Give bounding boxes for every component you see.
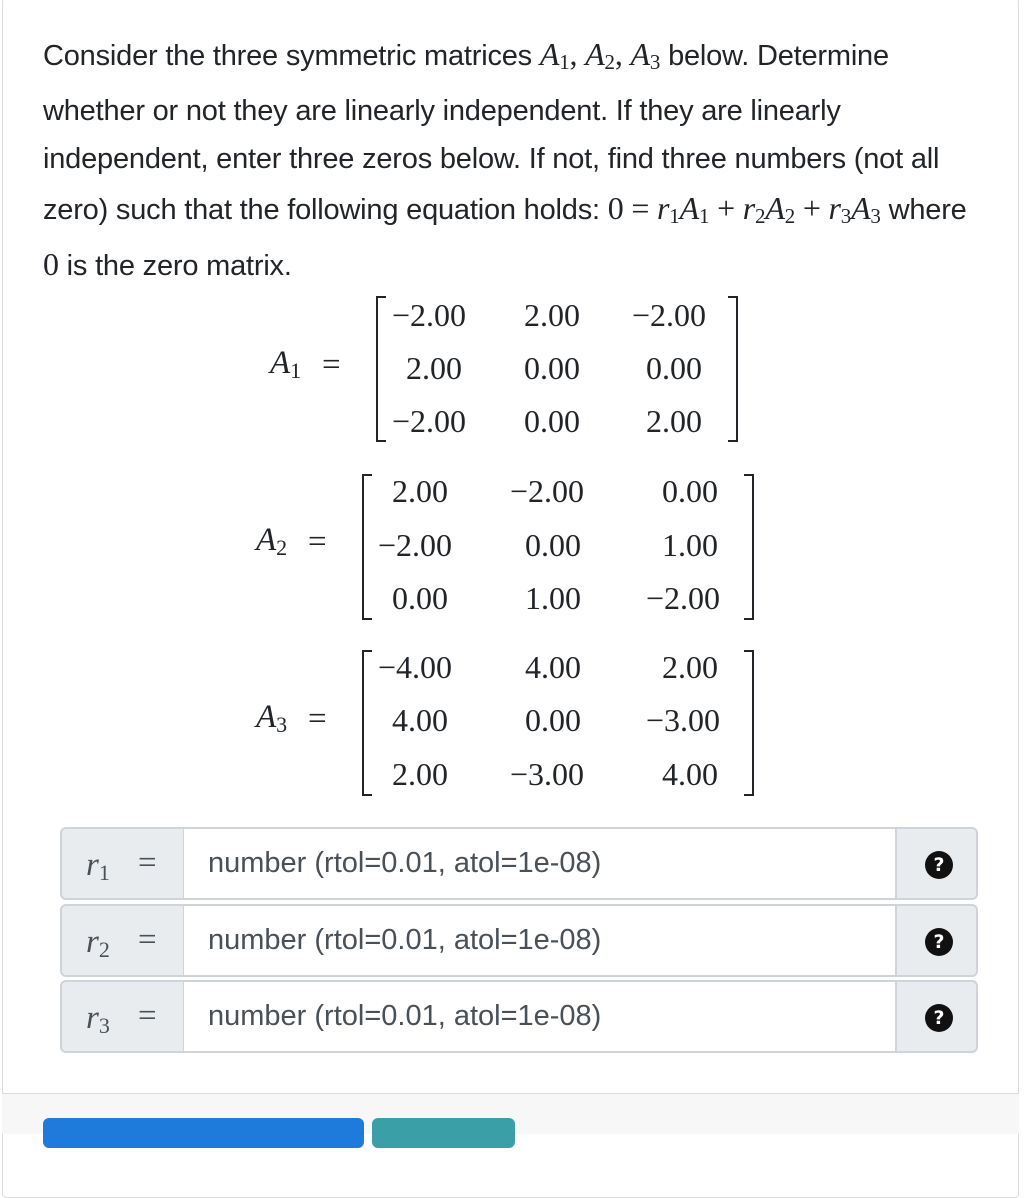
matrix-cell: 0.00 <box>662 473 718 509</box>
left-bracket <box>362 650 372 796</box>
left-bracket <box>376 296 386 442</box>
right-bracket <box>744 650 754 796</box>
matrix-cell: 0.00 <box>392 580 448 616</box>
equation: $0 = r_1A_1 + r_2A_2 + r_3A_3$ <box>607 189 881 228</box>
variable-label-r1: $r_1$ = <box>60 827 185 900</box>
matrix-cell: 4.00 <box>525 649 581 685</box>
matrix-cell: 1.00 <box>662 527 718 563</box>
left-bracket <box>362 474 372 620</box>
answer-row-r3 <box>60 980 978 1053</box>
matrix-cell: 4.00 <box>392 702 448 738</box>
r3-input[interactable] <box>183 980 897 1053</box>
matrix-cell: −2.00 <box>646 580 721 616</box>
matrix-cell: 4.00 <box>662 756 718 792</box>
help-addon-r1 <box>895 827 978 900</box>
question-text: Consider the three symmetric matrices $A_1$, $A_2$, $A_3$ below. Determine whether or not they are linearly independent. If they are linearly independent, enter three zeros below. If not, find three numbers (not all zero) such that the following equation holds: $0 = r_1A_1 + r_2A_2 + r_3A_3$ where 0 is the zero matrix. <box>43 36 967 282</box>
help-question-icon[interactable]: ? <box>925 1004 953 1032</box>
matrix-cell: 2.00 <box>662 649 718 685</box>
r1-input[interactable] <box>183 827 897 900</box>
right-bracket <box>728 296 738 442</box>
matrix-cell: 0.00 <box>646 350 702 386</box>
answer-row-r2 <box>60 904 978 977</box>
matrix-name-a2: $A_2$ <box>585 36 615 74</box>
matrix-cell: 2.00 <box>524 297 580 333</box>
variable-label-r2: $r_2$ = <box>60 904 185 977</box>
answer-row-r1 <box>60 827 978 900</box>
matrix-cell: 1.00 <box>525 580 581 616</box>
matrix-cell: 0.00 <box>525 702 581 738</box>
equals-sign: = <box>308 524 327 560</box>
help-addon-r2 <box>895 904 978 977</box>
matrix-cell: −2.00 <box>510 473 585 509</box>
matrix-cell: −2.00 <box>392 297 467 333</box>
matrix-cell: −3.00 <box>646 702 721 738</box>
matrix-cell: −3.00 <box>510 756 585 792</box>
matrix-cell: 0.00 <box>525 527 581 563</box>
matrix-cell: 0.00 <box>524 403 580 439</box>
equals-sign: = <box>308 701 327 737</box>
matrix-cell: −4.00 <box>378 649 453 685</box>
help-question-icon[interactable]: ? <box>925 928 953 956</box>
matrix-cell: 2.00 <box>406 350 462 386</box>
matrix-label: $A_2$ <box>256 522 288 560</box>
zero-matrix-symbol: 0 <box>43 246 59 282</box>
question-text-part4: is the zero matrix. <box>66 250 292 282</box>
help-addon-r3 <box>895 980 978 1053</box>
matrix-cell: 0.00 <box>524 350 580 386</box>
variable-label-r3: $r_3$ = <box>60 980 185 1053</box>
matrix-name-a3: $A_3$ <box>630 36 661 74</box>
matrix-name-a1: $A_1$ <box>539 36 570 74</box>
save-only-button[interactable] <box>372 1118 515 1148</box>
r2-input[interactable] <box>183 904 897 977</box>
save-and-grade-button[interactable] <box>43 1118 364 1148</box>
help-question-icon[interactable]: ? <box>925 851 953 879</box>
question-text-part3: where <box>888 193 967 226</box>
matrix-label: $A_3$ <box>256 699 288 737</box>
question-text-part2: below. Determine whether or not they are linearly independent. If they are linearly independent, enter three zeros below. If not, find three numbers (not all zero) such that the following equation holds: <box>43 40 940 226</box>
matrix-cell: −2.00 <box>392 403 467 439</box>
matrix-cell: −2.00 <box>378 527 453 563</box>
matrix-label: $A_1$ <box>270 345 302 383</box>
matrix-cell: 2.00 <box>646 403 702 439</box>
right-bracket <box>744 474 754 620</box>
matrix-cell: −2.00 <box>632 297 707 333</box>
question-text-part1: Consider the three symmetric matrices <box>43 40 532 72</box>
equals-sign: = <box>322 347 341 383</box>
matrix-cell: 2.00 <box>392 756 448 792</box>
matrix-cell: 2.00 <box>392 473 448 509</box>
